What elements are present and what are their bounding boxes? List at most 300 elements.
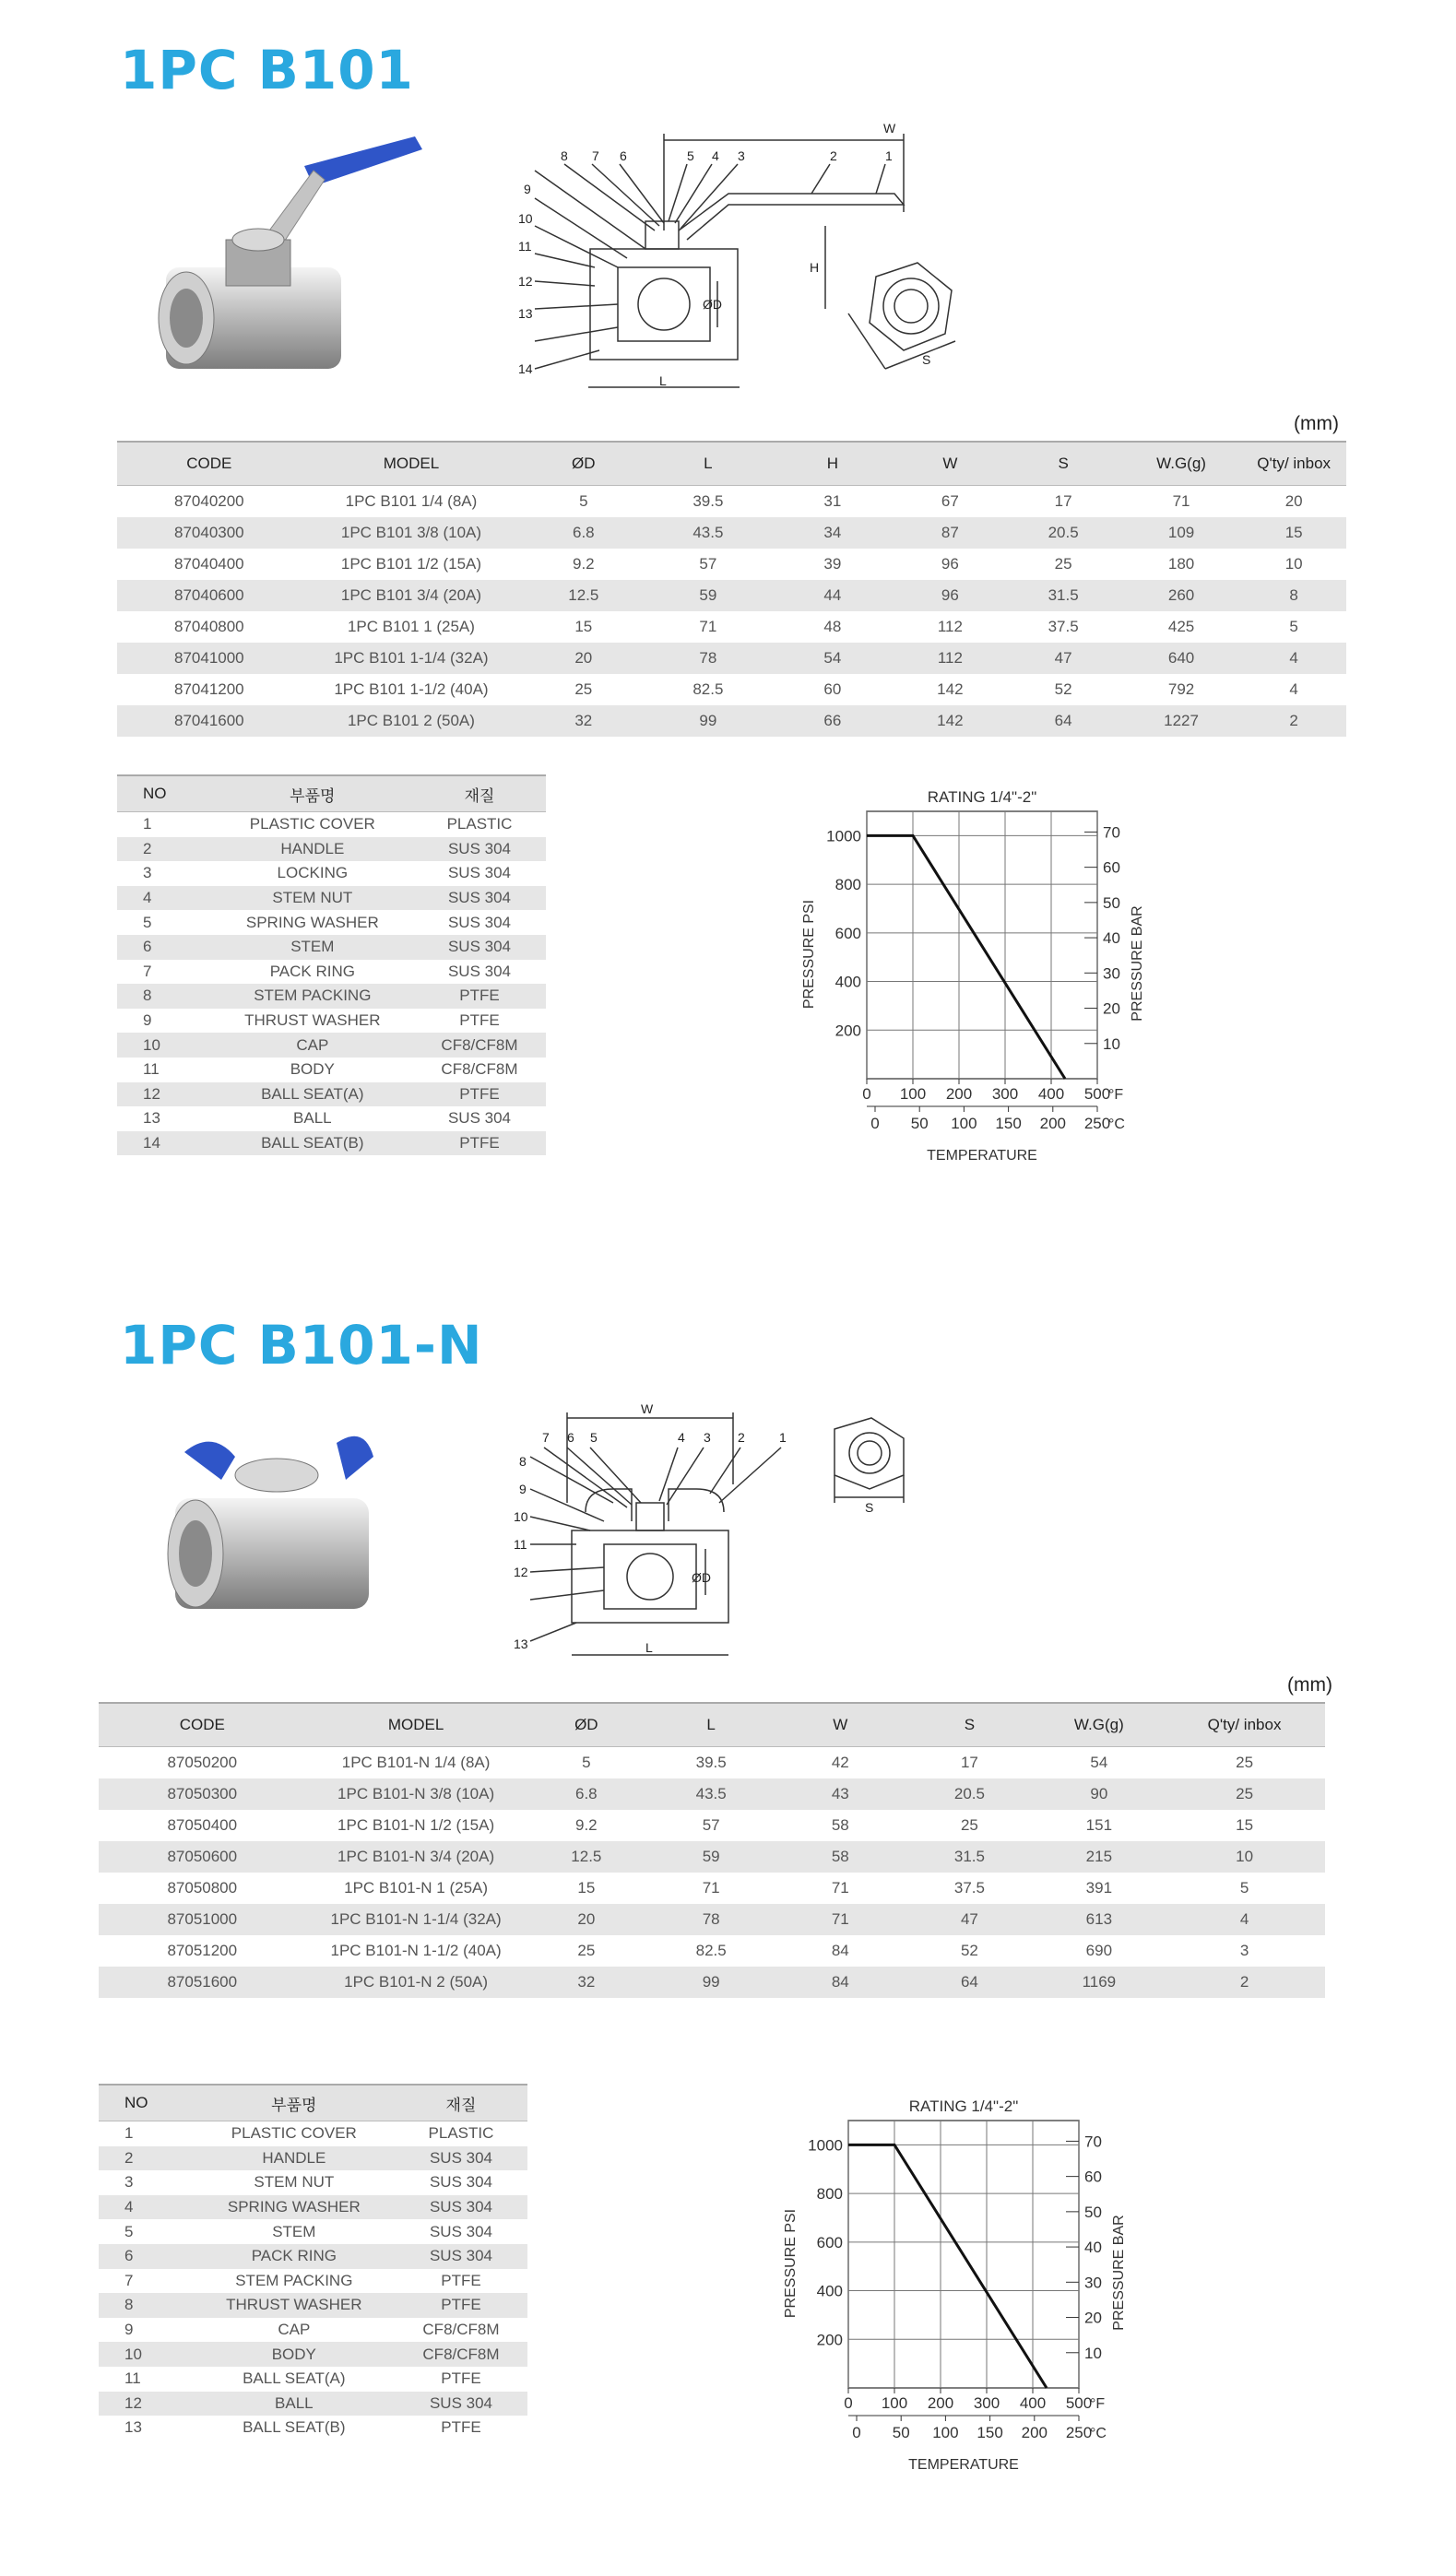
table-cell: 142 bbox=[937, 680, 964, 698]
table-cell: 47 bbox=[905, 1904, 1034, 1935]
col-header: Q'ty/ inbox bbox=[1241, 442, 1346, 486]
parts-table bbox=[117, 774, 546, 1155]
table-cell: 42 bbox=[831, 1754, 849, 1771]
col-header: H bbox=[770, 442, 894, 486]
table-cell: PTFE bbox=[441, 2418, 481, 2437]
x-tick-label-f: 300 bbox=[973, 2394, 1000, 2412]
table-cell: BALL SEAT(B) bbox=[212, 1131, 413, 1156]
table-row bbox=[117, 1131, 546, 1156]
s-label: S bbox=[922, 352, 931, 367]
table-row bbox=[99, 2121, 527, 2146]
table-cell: 4 bbox=[1289, 680, 1298, 698]
x-tick-label-c: 200 bbox=[1039, 1115, 1066, 1132]
table-cell: 82.5 bbox=[692, 680, 724, 698]
col-header: NO bbox=[99, 2085, 194, 2121]
table-row bbox=[99, 2416, 527, 2440]
table-cell: 7 bbox=[124, 2271, 134, 2289]
table-cell: PTFE bbox=[441, 2369, 481, 2388]
x-tick-label-c: 200 bbox=[1021, 2424, 1048, 2441]
callout-14: 14 bbox=[518, 361, 533, 376]
table-row bbox=[99, 1967, 1325, 1998]
y-axis-label-right: PRESSURE BAR bbox=[1130, 905, 1145, 1022]
x-tick-label-f: 100 bbox=[899, 1085, 927, 1103]
table-row bbox=[117, 960, 546, 985]
table-cell: 34 bbox=[770, 517, 894, 549]
table-cell: 109 bbox=[1121, 517, 1242, 549]
spec-header-row bbox=[117, 442, 1346, 486]
col-header: Q'ty/ inbox bbox=[1164, 1703, 1325, 1747]
table-row bbox=[99, 2269, 527, 2294]
parts-header-row bbox=[99, 2085, 527, 2121]
table-cell: 87051600 bbox=[99, 1967, 306, 1998]
y-tick-label-right: 20 bbox=[1084, 2309, 1102, 2327]
table-row bbox=[99, 1778, 1325, 1810]
y-tick-label: 400 bbox=[835, 973, 861, 991]
table-cell: 57 bbox=[699, 555, 717, 573]
technical-drawing bbox=[512, 1401, 917, 1669]
x-tick-label-f: 200 bbox=[945, 1085, 973, 1103]
x-tick-label-f: 500 bbox=[1065, 2394, 1093, 2412]
x-tick-label-c: 50 bbox=[892, 2424, 910, 2441]
table-cell: 10 bbox=[99, 2342, 194, 2367]
col-header: MODEL bbox=[302, 442, 522, 486]
rating-line bbox=[867, 835, 1065, 1079]
spec-table bbox=[117, 441, 1346, 737]
table-cell: 96 bbox=[894, 580, 1005, 611]
table-row bbox=[99, 1841, 1325, 1873]
parts-table bbox=[99, 2084, 527, 2440]
table-cell: SUS 304 bbox=[395, 2195, 527, 2220]
table-cell: 10 bbox=[117, 1033, 212, 1058]
x-tick-label-f: 500 bbox=[1083, 1085, 1111, 1103]
table-cell: 15 bbox=[1236, 1816, 1254, 1834]
table-cell: 4 bbox=[1164, 1904, 1325, 1935]
w-label: W bbox=[883, 121, 896, 136]
table-cell: PLASTIC bbox=[428, 2124, 494, 2143]
table-cell: 3 bbox=[124, 2173, 134, 2192]
table-cell: BODY bbox=[290, 1060, 335, 1079]
table-cell: SPRING WASHER bbox=[245, 913, 379, 931]
table-cell: 1PC B101 1/4 (8A) bbox=[345, 492, 478, 510]
col-header: 재질 bbox=[395, 2085, 527, 2121]
table-cell: 425 bbox=[1167, 618, 1195, 635]
y-tick-label-right: 60 bbox=[1084, 2168, 1102, 2186]
callout-4: 4 bbox=[712, 148, 719, 163]
table-row bbox=[99, 2146, 527, 2171]
table-cell: 87040200 bbox=[174, 492, 244, 510]
table-cell: 5 bbox=[582, 1754, 591, 1771]
table-cell: PACK RING bbox=[194, 2244, 395, 2269]
table-row bbox=[99, 1873, 1325, 1904]
table-cell: 8 bbox=[99, 2293, 194, 2318]
y-tick-label-right: 20 bbox=[1103, 999, 1120, 1018]
x-tick-label-c: 100 bbox=[932, 2424, 959, 2441]
table-row bbox=[117, 886, 546, 911]
table-cell: HANDLE bbox=[194, 2146, 395, 2171]
col-header: CODE bbox=[117, 442, 302, 486]
table-cell: 48 bbox=[823, 618, 842, 635]
table-cell: 39.5 bbox=[695, 1754, 727, 1771]
table-cell: 31 bbox=[823, 492, 842, 510]
callout-2: 2 bbox=[738, 1430, 745, 1445]
table-cell: 87040400 bbox=[174, 555, 244, 573]
table-cell: 39.5 bbox=[692, 492, 724, 510]
table-cell: 15 bbox=[1241, 517, 1346, 549]
table-cell: 64 bbox=[1006, 705, 1121, 737]
y-tick-label-right: 10 bbox=[1084, 2344, 1102, 2362]
table-cell: 71 bbox=[699, 618, 717, 635]
y-tick-label-right: 50 bbox=[1084, 2203, 1102, 2221]
x-unit-c: °C bbox=[1108, 1117, 1125, 1132]
table-cell: 99 bbox=[645, 705, 770, 737]
table-cell: 43 bbox=[775, 1778, 905, 1810]
col-header: ØD bbox=[527, 1703, 646, 1747]
table-cell: 7 bbox=[143, 962, 152, 980]
table-cell: 1 bbox=[124, 2124, 134, 2143]
x-tick-label-c: 150 bbox=[995, 1115, 1022, 1132]
table-cell: PTFE bbox=[413, 1131, 546, 1156]
table-row bbox=[99, 2318, 527, 2343]
table-row bbox=[99, 2342, 527, 2367]
callout-3: 3 bbox=[704, 1430, 711, 1445]
table-cell: CF8/CF8M bbox=[422, 2321, 500, 2339]
table-row bbox=[117, 861, 546, 886]
table-cell: 1PC B101-N 1-1/4 (32A) bbox=[306, 1904, 527, 1935]
callout-6: 6 bbox=[567, 1430, 574, 1445]
table-cell: PACK RING bbox=[269, 962, 355, 980]
callout-11: 11 bbox=[514, 1537, 527, 1552]
table-cell: 71 bbox=[702, 1879, 720, 1897]
table-cell: 87040300 bbox=[117, 517, 302, 549]
y-tick-label-right: 50 bbox=[1103, 893, 1120, 912]
x-tick-label-c: 0 bbox=[852, 2424, 861, 2441]
table-cell: 87050300 bbox=[99, 1778, 306, 1810]
table-row bbox=[117, 1058, 546, 1082]
table-cell: 84 bbox=[831, 1942, 849, 1959]
table-cell: CAP bbox=[212, 1033, 413, 1058]
pressure-temperature-chart bbox=[775, 2084, 1162, 2471]
table-cell: 71 bbox=[831, 1879, 849, 1897]
table-cell: STEM PACKING bbox=[235, 2271, 353, 2289]
handle-grip bbox=[337, 1436, 373, 1480]
table-cell: 58 bbox=[831, 1816, 849, 1834]
table-cell: 59 bbox=[646, 1841, 775, 1873]
table-cell: 87040800 bbox=[174, 618, 244, 635]
table-cell: 2 bbox=[99, 2146, 194, 2171]
table-cell: 1PC B101-N 1/2 (15A) bbox=[337, 1816, 495, 1834]
callout-13: 13 bbox=[514, 1637, 528, 1651]
callout-8: 8 bbox=[519, 1454, 527, 1469]
y-tick-label: 600 bbox=[816, 2233, 843, 2251]
table-cell: 87051200 bbox=[167, 1942, 238, 1959]
col-header: L bbox=[646, 1703, 775, 1747]
x-tick-label-c: 250 bbox=[1083, 1115, 1111, 1132]
table-cell: PTFE bbox=[413, 984, 546, 1009]
table-cell: 1PC B101 1-1/4 (32A) bbox=[302, 643, 522, 674]
table-cell: 3 bbox=[1239, 1942, 1249, 1959]
s-label: S bbox=[865, 1500, 874, 1515]
table-cell: 11 bbox=[124, 2369, 141, 2388]
table-cell: 25 bbox=[1054, 555, 1072, 573]
callout-10: 10 bbox=[514, 1509, 528, 1524]
callout-3: 3 bbox=[738, 148, 745, 163]
valve-photo bbox=[138, 129, 433, 387]
table-cell: 4 bbox=[117, 886, 212, 911]
table-cell: BALL bbox=[293, 1109, 332, 1128]
table-cell: 58 bbox=[775, 1841, 905, 1873]
table-row bbox=[117, 549, 1346, 580]
table-row bbox=[117, 984, 546, 1009]
table-cell: 10 bbox=[1284, 555, 1303, 573]
table-cell: SUS 304 bbox=[447, 864, 512, 882]
y-tick-label: 800 bbox=[835, 876, 861, 894]
x-tick-label-c: 150 bbox=[977, 2424, 1003, 2441]
table-cell: PLASTIC bbox=[446, 815, 513, 833]
table-row bbox=[99, 1810, 1325, 1841]
table-cell: 25 bbox=[577, 1942, 596, 1959]
table-cell: 17 bbox=[1054, 492, 1072, 510]
valve-photo bbox=[157, 1424, 415, 1646]
table-cell: 112 bbox=[894, 643, 1005, 674]
parts-header-row bbox=[117, 775, 546, 812]
col-header: L bbox=[645, 442, 770, 486]
table-row bbox=[117, 1082, 546, 1107]
table-row bbox=[117, 1033, 546, 1058]
table-row bbox=[99, 2195, 527, 2220]
table-cell: 112 bbox=[937, 618, 963, 635]
col-header: 재질 bbox=[413, 775, 546, 812]
table-cell: 1PC B101-N 1 (25A) bbox=[344, 1879, 489, 1897]
table-row bbox=[99, 2392, 527, 2416]
table-cell: 43.5 bbox=[645, 517, 770, 549]
table-row bbox=[117, 812, 546, 837]
x-unit-f: °F bbox=[1090, 2396, 1106, 2412]
l-label: L bbox=[645, 1640, 653, 1655]
table-cell: 25 bbox=[574, 680, 593, 698]
table-row bbox=[99, 2244, 527, 2269]
table-cell: 60 bbox=[823, 680, 842, 698]
y-tick-label: 1000 bbox=[808, 2136, 843, 2155]
col-header: W bbox=[894, 442, 1005, 486]
table-cell: 47 bbox=[1006, 643, 1121, 674]
col-header: NO bbox=[117, 775, 212, 812]
table-cell: STEM NUT bbox=[212, 886, 413, 911]
table-cell: 1PC B101-N 2 (50A) bbox=[306, 1967, 527, 1998]
table-cell: 12 bbox=[117, 1082, 212, 1107]
table-cell: 2 bbox=[1164, 1967, 1325, 1998]
x-tick-label-f: 100 bbox=[881, 2394, 908, 2412]
h-label: H bbox=[810, 260, 820, 275]
col-header: 부품명 bbox=[194, 2085, 395, 2121]
col-header: W.G(g) bbox=[1035, 1703, 1165, 1747]
table-cell: PLASTIC COVER bbox=[231, 2124, 357, 2143]
table-cell: 14 bbox=[117, 1131, 212, 1156]
table-row bbox=[117, 674, 1346, 705]
w-label: W bbox=[641, 1401, 654, 1416]
table-cell: 5 bbox=[579, 492, 588, 510]
table-row bbox=[117, 910, 546, 935]
table-cell: 87050200 bbox=[167, 1754, 238, 1771]
technical-drawing bbox=[516, 120, 1014, 415]
table-cell: 87040600 bbox=[117, 580, 302, 611]
table-cell: THRUST WASHER bbox=[194, 2293, 395, 2318]
table-cell: THRUST WASHER bbox=[244, 1011, 381, 1030]
table-cell: 12 bbox=[99, 2392, 194, 2416]
col-header: S bbox=[1006, 442, 1121, 486]
table-cell: 31.5 bbox=[1006, 580, 1121, 611]
x-tick-label-f: 0 bbox=[844, 2394, 853, 2412]
rating-line bbox=[848, 2145, 1047, 2388]
callout-11: 11 bbox=[518, 239, 532, 254]
table-cell: 9.2 bbox=[572, 555, 595, 573]
table-cell: 1PC B101-N 3/4 (20A) bbox=[306, 1841, 527, 1873]
table-cell: 31.5 bbox=[905, 1841, 1034, 1873]
x-tick-label-c: 0 bbox=[870, 1115, 880, 1132]
y-axis-label: PRESSURE PSI bbox=[783, 2208, 799, 2319]
table-cell: 99 bbox=[646, 1967, 775, 1998]
table-cell: HANDLE bbox=[212, 837, 413, 862]
table-cell: 25 bbox=[1164, 1778, 1325, 1810]
y-tick-label-right: 70 bbox=[1084, 2133, 1102, 2151]
table-cell: BODY bbox=[194, 2342, 395, 2367]
col-header: W bbox=[775, 1703, 905, 1747]
spec-header-row bbox=[99, 1703, 1325, 1747]
unit-label: (mm) bbox=[1287, 1674, 1332, 1696]
x-tick-label-c: 250 bbox=[1065, 2424, 1093, 2441]
table-cell: 1PC B101 3/8 (10A) bbox=[302, 517, 522, 549]
table-cell: 3 bbox=[143, 864, 152, 882]
table-cell: 96 bbox=[941, 555, 959, 573]
col-header: W.G(g) bbox=[1121, 442, 1242, 486]
table-cell: SUS 304 bbox=[413, 886, 546, 911]
table-cell: 1PC B101 1-1/2 (40A) bbox=[334, 680, 489, 698]
table-cell: CF8/CF8M bbox=[395, 2342, 527, 2367]
table-cell: 66 bbox=[770, 705, 894, 737]
col-header: MODEL bbox=[306, 1703, 527, 1747]
table-cell: 13 bbox=[143, 1109, 160, 1128]
table-cell: 87 bbox=[894, 517, 1005, 549]
table-cell: 640 bbox=[1121, 643, 1242, 674]
table-cell: 6.8 bbox=[521, 517, 645, 549]
table-cell: 1PC B101 1 (25A) bbox=[347, 618, 475, 635]
callout-12: 12 bbox=[514, 1565, 528, 1579]
table-cell: LOCKING bbox=[277, 864, 349, 882]
table-cell: 17 bbox=[960, 1754, 978, 1771]
y-tick-label: 200 bbox=[816, 2331, 843, 2349]
table-cell: SUS 304 bbox=[395, 2146, 527, 2171]
y-tick-label-right: 30 bbox=[1084, 2274, 1102, 2292]
table-cell: 1PC B101 3/4 (20A) bbox=[302, 580, 522, 611]
handle-grip bbox=[184, 1442, 235, 1480]
table-cell: 15 bbox=[577, 1879, 596, 1897]
callout-5: 5 bbox=[687, 148, 694, 163]
callout-2: 2 bbox=[830, 148, 837, 163]
table-cell: 54 bbox=[770, 643, 894, 674]
table-cell: BALL SEAT(B) bbox=[243, 2418, 346, 2437]
table-row bbox=[117, 643, 1346, 674]
od-label: ØD bbox=[703, 297, 722, 312]
table-cell: PLASTIC COVER bbox=[249, 815, 375, 833]
section-title: 1PC B101-N bbox=[120, 1314, 483, 1377]
table-cell: 1PC B101-N 1/4 (8A) bbox=[341, 1754, 491, 1771]
table-cell: 1227 bbox=[1121, 705, 1242, 737]
table-cell: SUS 304 bbox=[447, 913, 512, 931]
table-cell: 84 bbox=[775, 1967, 905, 1998]
callout-10: 10 bbox=[518, 211, 533, 226]
callout-12: 12 bbox=[518, 274, 533, 289]
table-cell: 59 bbox=[645, 580, 770, 611]
table-cell: 6 bbox=[99, 2244, 194, 2269]
table-cell: 1 bbox=[143, 815, 152, 833]
table-cell: 57 bbox=[702, 1816, 720, 1834]
table-cell: 690 bbox=[1085, 1942, 1113, 1959]
y-tick-label: 200 bbox=[835, 1022, 861, 1040]
col-header: ØD bbox=[521, 442, 645, 486]
pressure-temperature-chart bbox=[793, 774, 1180, 1162]
col-header: 부품명 bbox=[212, 775, 413, 812]
table-row bbox=[117, 486, 1346, 518]
table-cell: 25 bbox=[1236, 1754, 1254, 1771]
table-cell: SUS 304 bbox=[413, 935, 546, 960]
y-tick-label-right: 40 bbox=[1084, 2239, 1102, 2257]
callout-7: 7 bbox=[592, 148, 599, 163]
table-row bbox=[117, 580, 1346, 611]
table-cell: 37.5 bbox=[953, 1879, 985, 1897]
table-cell: 87050400 bbox=[167, 1816, 238, 1834]
table-cell: PTFE bbox=[459, 1011, 500, 1030]
col-header: S bbox=[905, 1703, 1034, 1747]
table-cell: 32 bbox=[521, 705, 645, 737]
table-cell: 6.8 bbox=[527, 1778, 646, 1810]
table-cell: 87041600 bbox=[117, 705, 302, 737]
table-cell: 8 bbox=[117, 984, 212, 1009]
callout-1: 1 bbox=[885, 148, 893, 163]
table-cell: BALL bbox=[194, 2392, 395, 2416]
table-cell: 32 bbox=[527, 1967, 646, 1998]
table-cell: 1PC B101 2 (50A) bbox=[302, 705, 522, 737]
table-cell: 15 bbox=[574, 618, 593, 635]
callout-5: 5 bbox=[590, 1430, 598, 1445]
table-row bbox=[99, 2170, 527, 2195]
table-cell: STEM bbox=[272, 2222, 316, 2240]
y-tick-label-right: 40 bbox=[1103, 929, 1120, 948]
table-row bbox=[117, 935, 546, 960]
table-cell: SUS 304 bbox=[429, 2222, 492, 2240]
table-cell: 90 bbox=[1035, 1778, 1165, 1810]
table-row bbox=[99, 1904, 1325, 1935]
table-cell: 6 bbox=[117, 935, 212, 960]
table-cell: SUS 304 bbox=[447, 962, 512, 980]
callout-9: 9 bbox=[519, 1482, 527, 1496]
table-cell: 64 bbox=[905, 1967, 1034, 1998]
table-cell: 4 bbox=[99, 2195, 194, 2220]
table-cell: BALL SEAT(A) bbox=[212, 1082, 413, 1107]
table-cell: 8 bbox=[1241, 580, 1346, 611]
table-cell: 12.5 bbox=[527, 1841, 646, 1873]
table-cell: PTFE bbox=[395, 2293, 527, 2318]
table-cell: PTFE bbox=[441, 2271, 481, 2289]
table-cell: CAP bbox=[278, 2321, 311, 2339]
y-tick-label: 800 bbox=[816, 2185, 843, 2204]
callout-1: 1 bbox=[779, 1430, 787, 1445]
table-row bbox=[99, 1747, 1325, 1779]
table-cell: 25 bbox=[960, 1816, 978, 1834]
table-cell: 87050600 bbox=[99, 1841, 306, 1873]
table-cell: 180 bbox=[1167, 555, 1195, 573]
y-tick-label: 600 bbox=[835, 924, 861, 942]
x-tick-label-f: 400 bbox=[1037, 1085, 1065, 1103]
table-cell: 71 bbox=[775, 1904, 905, 1935]
